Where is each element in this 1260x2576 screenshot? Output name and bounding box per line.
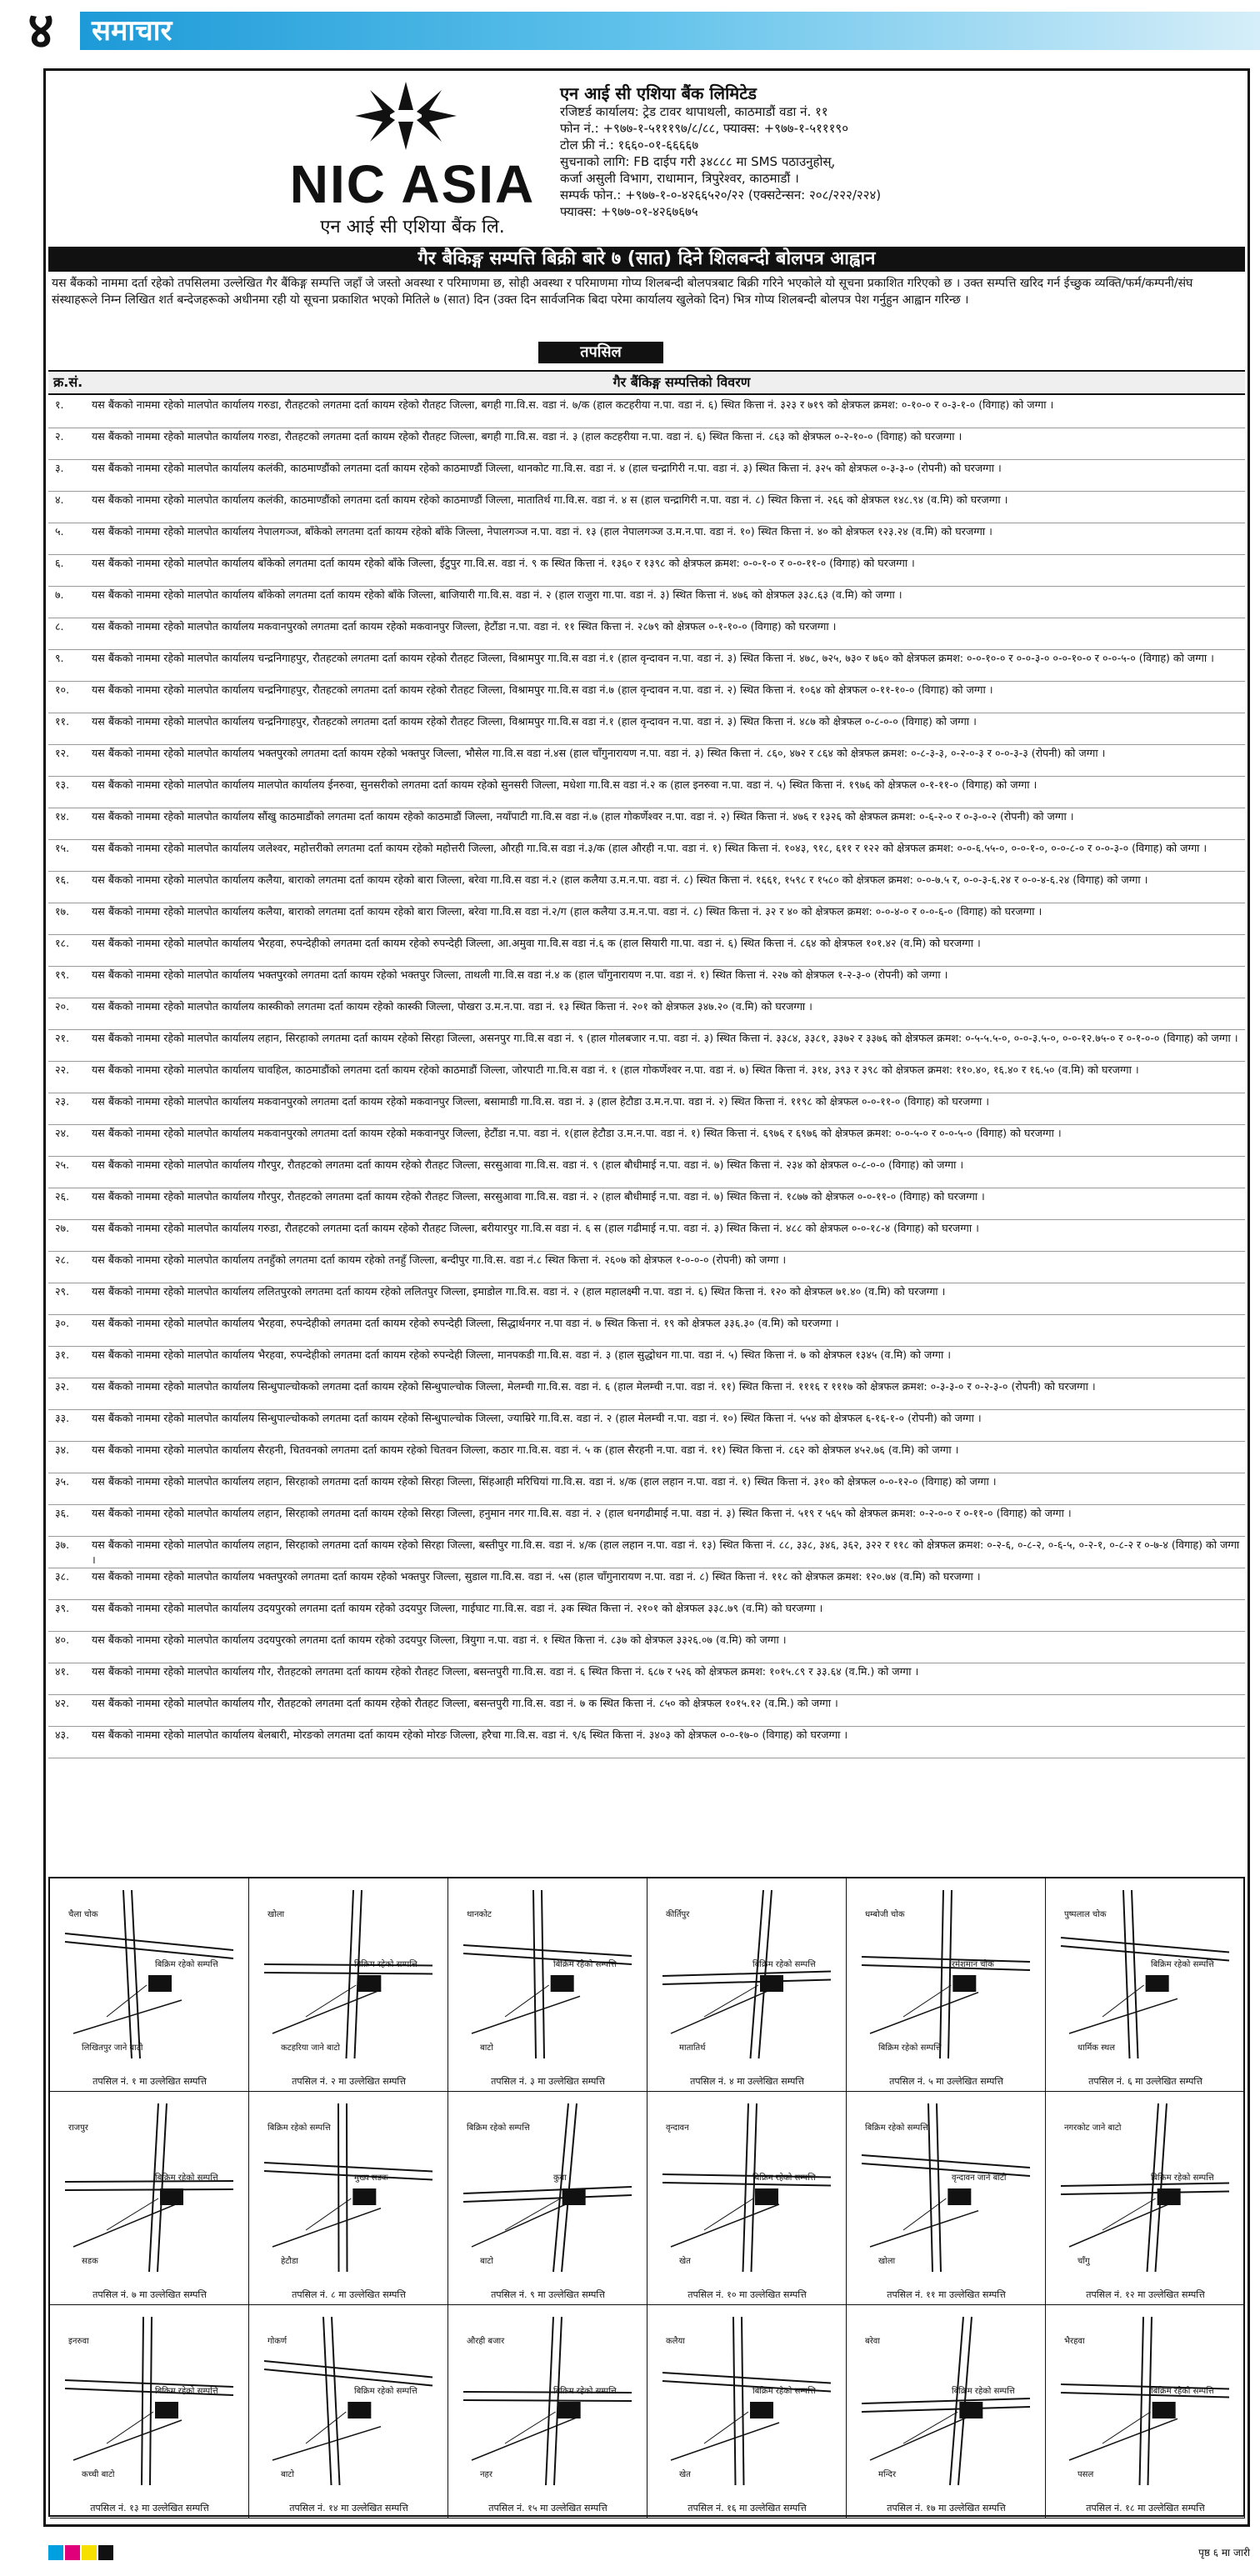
- row-serial: २०.: [55, 1000, 70, 1013]
- row-serial: ४.: [55, 493, 64, 506]
- row-serial: २९.: [55, 1285, 70, 1298]
- map-caption: तपसिल नं. १ मा उल्लेखित सम्पत्ति: [92, 2076, 207, 2087]
- row-serial: २८.: [55, 1253, 70, 1266]
- map-label: नगरकोट जाने बाटो: [1064, 2123, 1122, 2133]
- row-serial: ३७.: [55, 1538, 70, 1551]
- map-label: चैला चोक: [68, 1910, 98, 1919]
- map-label: कलैया: [666, 2337, 685, 2346]
- row-serial: ६.: [55, 557, 64, 569]
- row-serial: १९.: [55, 968, 70, 981]
- details-tag: तपसिल: [538, 342, 663, 363]
- section-bar: [80, 12, 1260, 50]
- contact-line: सम्पर्क फोन.: +९७७-१-०-४२६६५२०/२२ (एक्सटेन्सन: २०८/२२२/२२४): [560, 188, 882, 203]
- map-label: कच्ची बाटो: [82, 2470, 115, 2479]
- road-map-icon: [256, 2310, 441, 2493]
- location-map: [249, 1878, 448, 2092]
- row-serial: ३६.: [55, 1507, 70, 1519]
- property-row: [48, 1157, 1245, 1188]
- map-label: हेटौडा: [281, 2257, 298, 2266]
- map-caption: तपसिल नं. १५ मा उल्लेखित सम्पत्ति: [488, 2503, 608, 2513]
- map-label: बिक्रिम रहेको सम्पत्ति: [752, 2173, 816, 2183]
- map-label: बिक्रिम रहेको सम्पत्ति: [1151, 2173, 1214, 2183]
- road-map-icon: [853, 2310, 1038, 2493]
- page-number: ४: [28, 2, 54, 60]
- row-description: यस बैंकको नाममा रहेको मालपोत कार्यालय लहान, सिरहाको लगतमा दर्ता कायम रहेको सिरहा जिल्ला, हनुमान नगर गा.वि.स. वडा नं. २ (हाल धनगढीमाई न.पा. वडा नं. ३) स्थित कित्ता नं. ५१९ र ५६५ को क्षेत्रफल क्रमश: ०-२-०-० र ०-११-० (विगाह) को जग्गा ।: [92, 1507, 1072, 1519]
- row-description: यस बैंकको नाममा रहेको मालपोत कार्यालय कलंकी, काठमाण्डौंको लगतमा दर्ता कायम रहेको काठमाण्डौं जिल्ला, मातातिर्थ गा.वि.स. वडा नं. ४ स (हाल चन्द्रागिरी न.पा. वडा नं. ८) स्थित कित्ता नं. २६६ को क्षेत्रफल १४८.९४ (व.मि) को घरजग्गा ।: [92, 493, 1008, 506]
- location-map: [648, 1878, 847, 2092]
- row-serial: ३८.: [55, 1570, 70, 1583]
- map-label: बिक्रिम रहेको सम्पत्ति: [952, 2387, 1015, 2396]
- property-row: [48, 1252, 1245, 1283]
- contact-line: कर्जा असुली विभाग, राधामान, त्रिपुरेश्वर, काठमाडौं ।: [560, 171, 799, 186]
- row-serial: २२.: [55, 1063, 70, 1076]
- row-serial: ३.: [55, 462, 64, 474]
- map-label: बिक्रिम रहेको सम्पत्ति: [467, 2123, 530, 2133]
- contact-line: फोन नं.: +९७७-१-५१११९७/८/८८, फ्याक्स: +९७७-१-५१११९०: [560, 121, 848, 136]
- row-serial: ३२.: [55, 1380, 70, 1393]
- row-description: यस बैंकको नाममा रहेको मालपोत कार्यालय नेपालगञ्ज, बाँकेको लगतमा दर्ता कायम रहेको बाँके जिल्ला, नेपालगञ्ज न.पा. वडा नं. १३ (हाल नेपालगञ्ज उ.म.न.पा. वडा नं. १०) स्थित कित्ता नं. ४० को क्षेत्रफल १२३.२४ (व.मि) को घरजग्गा ।: [92, 525, 992, 538]
- row-description: यस बैंकको नाममा रहेको मालपोत कार्यालय बाँकेको लगतमा दर्ता कायम रहेको बाँके जिल्ला, ईटुपुर गा.वि.स. वडा नं. ९ क स्थित कित्ता नं. १३६० र १३९८ को क्षेत्रफल क्रमश: ०-०-१-० र ०-०-११-० (विगाह) को घरजग्गा ।: [92, 557, 915, 569]
- map-caption: तपसिल नं. ७ मा उल्लेखित सम्पत्ति: [92, 2289, 207, 2300]
- property-row: [48, 1283, 1245, 1315]
- row-description: यस बैंकको नाममा रहेको मालपोत कार्यालय भैरहवा, रुपन्देहीको लगतमा दर्ता कायम रहेको रुपन्देही जिल्ला, आ.अमुवा गा.वि.स वडा नं.६ क (हाल सियारी गा.पा. वडा नं. ६) स्थित कित्ता नं. ८६४ को क्षेत्रफल १०१.४२ (व.मि) को घरजग्गा ।: [92, 937, 981, 949]
- location-map: [50, 2305, 249, 2518]
- map-label: रमेशमान चोक: [952, 1960, 994, 1969]
- row-description: यस बैंकको नाममा रहेको मालपोत कार्यालय भक्तपुरको लगतमा दर्ता कायम रहेको भक्तपुर जिल्ला, ताथली गा.वि.स वडा नं.४ क (हाल चाँगुनारायण न.पा. वडा नं. १) स्थित कित्ता नं. २२७ को क्षेत्रफल १-२-३-० (रोपनी) को जग्गा ।: [92, 968, 948, 981]
- road-map-icon: [57, 1883, 242, 2067]
- map-label: बिक्रिम रहेको सम्पत्ति: [865, 2123, 928, 2133]
- row-description: यस बैंकको नाममा रहेको मालपोत कार्यालय मकवानपुरको लगतमा दर्ता कायम रहेको मकवानपुर जिल्ला, बसामाडी गा.वि.स. वडा नं. ३ (हाल हेटौडा उ.म.न.पा. वडा नं. २) स्थित कित्ता नं. ११९८ को क्षेत्रफल ०-०-११-० (विगाह) को घरजग्गा ।: [92, 1095, 990, 1108]
- row-serial: २४.: [55, 1127, 70, 1139]
- property-row: [48, 682, 1245, 713]
- column-description: गैर बैंकिङ्ग सम्पत्तिको विवरण: [612, 374, 751, 390]
- property-row: [48, 618, 1245, 650]
- property-row: [48, 935, 1245, 967]
- map-label: औरही बजार: [467, 2337, 505, 2346]
- map-label: गोकर्ण: [268, 2337, 288, 2346]
- map-label: बिक्रिम रहेको सम्पत्ति: [155, 2387, 218, 2396]
- row-serial: ७.: [55, 588, 64, 601]
- map-label: मन्दिर: [878, 2470, 897, 2479]
- map-caption: तपसिल नं. ६ मा उल्लेखित सम्पत्ति: [1088, 2076, 1202, 2087]
- row-description: यस बैंकको नाममा रहेको मालपोत कार्यालय उदयपुरको लगतमा दर्ता कायम रहेको उदयपुर जिल्ला, गाईघाट गा.वि.स. वडा नं. ३क स्थित कित्ता नं. २१०१ को क्षेत्रफल ३३८.७९ (व.मि) को घरजग्गा ।: [92, 1602, 823, 1614]
- row-description: यस बैंकको नाममा रहेको मालपोत कार्यालय सिन्धुपाल्चोकको लगतमा दर्ता कायम रहेको सिन्धुपाल्चोक जिल्ला, ज्याम्रिरे गा.वि.स. वडा नं. २ (हाल मेलम्ची न.पा. वडा नं. १०) स्थित कित्ता नं. ५५४ को क्षेत्रफल ६-१६-१-० (रोपनी) को जग्गा ।: [92, 1412, 982, 1424]
- map-label: मुख्य सडक: [354, 2173, 388, 2183]
- map-caption: तपसिल नं. ३ मा उल्लेखित सम्पत्ति: [491, 2076, 605, 2087]
- map-caption: तपसिल नं. १६ मा उल्लेखित सम्पत्ति: [688, 2503, 807, 2513]
- row-serial: १६.: [55, 873, 70, 886]
- row-serial: २६.: [55, 1190, 70, 1203]
- map-label: खेत: [679, 2257, 691, 2266]
- road-map-icon: [853, 1883, 1038, 2067]
- property-row: [48, 1632, 1245, 1663]
- road-map-icon: [455, 2097, 640, 2280]
- location-map: [249, 2092, 448, 2305]
- map-label: बिक्रिम रहेको सम्पत्ति: [752, 2387, 816, 2396]
- road-map-icon: [654, 1883, 839, 2067]
- map-label: चाँगु: [1078, 2257, 1090, 2266]
- property-row: [48, 1315, 1245, 1347]
- location-map: [847, 2092, 1046, 2305]
- row-serial: ३१.: [55, 1348, 70, 1361]
- row-description: यस बैंकको नाममा रहेको मालपोत कार्यालय कलैया, बाराको लगतमा दर्ता कायम रहेको बारा जिल्ला, बरेवा गा.वि.स वडा नं.२ (हाल कलैया उ.म.न.पा. वडा नं. ८) स्थित कित्ता नं. १६६१, १५९८ र १५८० को क्षेत्रफल क्रमश: ०-०-७.५ र, ०-०-३-६.२४ र ०-०-४-६.२४ (विगाह) को जग्गा ।: [92, 873, 1148, 886]
- row-serial: ४१.: [55, 1665, 70, 1678]
- contact-line: रजिष्टर्ड कार्यालय: ट्रेड टावर थापाथली, काठमाडौं वडा नं. ११: [560, 104, 828, 119]
- property-row: [48, 1727, 1245, 1758]
- row-serial: २१.: [55, 1032, 70, 1044]
- location-map: [50, 1878, 249, 2092]
- property-row: [48, 397, 1245, 428]
- map-label: बिक्रिम रहेको सम्पत्ति: [1151, 1960, 1214, 1969]
- map-label: बिक्रिम रहेको सम्पत्ति: [1151, 2387, 1214, 2396]
- road-map-icon: [1052, 2097, 1238, 2280]
- map-label: बिक्रिम रहेको सम्पत्ति: [354, 1960, 418, 1969]
- property-row: [48, 428, 1245, 460]
- map-label: मातातिर्थ: [679, 2043, 706, 2053]
- column-serial: क्र.सं.: [53, 374, 83, 390]
- row-serial: २७.: [55, 1222, 70, 1234]
- row-description: यस बैंकको नाममा रहेको मालपोत कार्यालय जलेश्वर, महोत्तरीको लगतमा दर्ता कायम रहेको महोत्तरी जिल्ला, औरही गा.वि.स वडा नं.३/क (हाल औरही न.पा. वडा नं. १) स्थित कित्ता नं. १०४३, ९१८, ६११ र १२२ को क्षेत्रफल क्रमश: ०-०-६.५५-०, ०-०-१-०, ०-०-८-० र ०-०-३-० (विगाह) को जग्गा ।: [92, 842, 1208, 854]
- property-row: [48, 1220, 1245, 1252]
- location-map: [50, 2092, 249, 2305]
- row-description: यस बैंकको नाममा रहेको मालपोत कार्यालय लहान, सिरहाको लगतमा दर्ता कायम रहेको सिरहा जिल्ला, सिंहआही मरिचियां गा.वि.स. वडा नं. ४/क (हाल लहान न.पा. वडा नं. १) स्थित कित्ता नं. ३१० को क्षेत्रफल ०-०-१२-० (विगाह) को जग्गा ।: [92, 1475, 997, 1488]
- property-row: [48, 998, 1245, 1030]
- location-map: [847, 1878, 1046, 2092]
- row-serial: ३५.: [55, 1475, 70, 1488]
- bank-name: एन आई सी एशिया बैंक लिमिटेड: [560, 83, 757, 103]
- row-description: यस बैंकको नाममा रहेको मालपोत कार्यालय गरुडा, रौतहटको लगतमा दर्ता कायम रहेको रौतहट जिल्ला, बरीयारपुर गा.वि.स वडा नं. ६ स (हाल गढीमाई न.पा. वडा नं. ३) स्थित कित्ता नं. ४८८ को क्षेत्रफल ०-०-१८-४ (विगाह) को घरजग्गा ।: [92, 1222, 979, 1234]
- row-description: यस बैंकको नाममा रहेको मालपोत कार्यालय कलंकी, काठमाण्डौंको लगतमा दर्ता कायम रहेको काठमाण्डौं जिल्ला, थानकोट गा.वि.स. वडा नं. ४ (हाल चन्द्रागिरी न.पा. वडा नं. ३) स्थित कित्ता नं. ३२५ को क्षेत्रफल ०-३-३-० (रोपनी) को घरजग्गा ।: [92, 462, 1002, 474]
- road-map-icon: [455, 1883, 640, 2067]
- row-serial: १५.: [55, 842, 70, 854]
- map-label: नहर: [480, 2470, 492, 2479]
- property-row: [48, 903, 1245, 935]
- row-serial: १०.: [55, 683, 70, 696]
- contact-line: सुचनाको लागि: FB दाईप गरी ३४८८८ मा SMS पठाउनुहोस्,: [560, 154, 836, 169]
- section-title: समाचार: [92, 14, 172, 48]
- property-row: [48, 650, 1245, 682]
- map-label: पसल: [1078, 2470, 1094, 2479]
- masthead: [0, 0, 1260, 63]
- map-label: बिक्रिम रहेको सम्पत्ति: [354, 2387, 418, 2396]
- map-label: कीर्तिपुर: [666, 1910, 690, 1919]
- notice-headline: गैर बैकिङ्ग सम्पत्ति बिक्री बारे ७ (सात) दिने शिलबन्दी बोलपत्र आह्वान: [48, 247, 1245, 272]
- map-label: राजपुर: [68, 2123, 88, 2133]
- map-caption: तपसिल नं. ११ मा उल्लेखित सम्पत्ति: [887, 2289, 1006, 2300]
- property-row: [48, 1378, 1245, 1410]
- property-row: [48, 1537, 1245, 1568]
- bank-logo: [275, 80, 550, 238]
- property-row: [48, 1030, 1245, 1062]
- map-label: बिक्रिम रहेको सम्पत्ति: [752, 1960, 816, 1969]
- map-label: भैरहवा: [1064, 2337, 1085, 2346]
- logo-wordmark: NIC ASIA: [289, 154, 536, 214]
- row-description: यस बैंकको नाममा रहेको मालपोत कार्यालय भैरहवा, रुपन्देहीको लगतमा दर्ता कायम रहेको रुपन्देही जिल्ला, मानपकडी गा.वि.स. वडा नं. ३ (हाल सुद्धोधन गा.पा. वडा नं. ५) स्थित कित्ता नं. ७ को क्षेत्रफल १३४५ (व.मि) को जग्गा ।: [92, 1348, 952, 1361]
- row-description: यस बैंकको नाममा रहेको मालपोत कार्यालय ललितपुरको लगतमा दर्ता कायम रहेको ललितपुर जिल्ला, इमाडोल गा.वि.स. वडा नं. २ (हाल महालक्ष्मी न.पा. वडा नं. ६) स्थित कित्ता नं. १२० को क्षेत्रफल ७१.४० (व.मि) को घरजग्गा ।: [92, 1285, 946, 1298]
- map-label: इनरुवा: [68, 2337, 89, 2346]
- property-row: [48, 967, 1245, 998]
- property-row: [48, 523, 1245, 555]
- map-label: बाटो: [480, 2257, 493, 2266]
- row-description: यस बैंकको नाममा रहेको मालपोत कार्यालय लहान, सिरहाको लगतमा दर्ता कायम रहेको सिरहा जिल्ला, बस्तीपुर गा.वि.स. वडा नं. ४/क (हाल लहान न.पा. वडा नं. १३) स्थित कित्ता नं. ८८, ३३८, ३४६, ३६२, ३२२ र ११८ को क्षेत्रफल क्रमश: ०-२-६, ०-८-२, ०-६-५, ०-२-१, ०-८-२ र ०-७-४ (विगाह) को जग्गा ।: [92, 1538, 1240, 1566]
- row-description: यस बैंकको नाममा रहेको मालपोत कार्यालय मालपोत कार्यालय ईनरुवा, सुनसरीको लगतमा दर्ता कायम रहेको सुनसरी जिल्ला, मधेशा गा.वि.स वडा नं.२ क (हाल इनरुवा न.पा. वडा नं. ५) स्थित कित्ता नं. १९७६ को क्षेत्रफल ०-१-११-० (विगाह) को जग्गा ।: [92, 778, 1038, 791]
- row-serial: ३०.: [55, 1317, 70, 1329]
- map-caption: तपसिल नं. १२ मा उल्लेखित सम्पत्ति: [1086, 2289, 1205, 2300]
- property-row: [48, 1125, 1245, 1157]
- table-header: [48, 370, 1245, 395]
- property-list: [48, 397, 1245, 1758]
- location-map: [448, 2305, 648, 2518]
- row-serial: १.: [55, 398, 64, 411]
- star-logo-icon: [352, 80, 460, 152]
- road-map-icon: [256, 2097, 441, 2280]
- bank-contact: [560, 83, 1060, 220]
- property-row: [48, 587, 1245, 618]
- row-description: यस बैंकको नाममा रहेको मालपोत कार्यालय बाँकेको लगतमा दर्ता कायम रहेको बाँके जिल्ला, बाजियारी गा.वि.स. वडा नं. २ (हाल राजुरा गा.पा. वडा नं. ३) स्थित कित्ता नं. ४७६ को क्षेत्रफल ३३८.६३ (व.मि) को जग्गा ।: [92, 588, 902, 601]
- map-caption: तपसिल नं. ४ मा उल्लेखित सम्पत्ति: [690, 2076, 804, 2087]
- map-label: कटहरिया जाने बाटो: [281, 2043, 340, 2053]
- row-description: यस बैंकको नाममा रहेको मालपोत कार्यालय मकवानपुरको लगतमा दर्ता कायम रहेको मकवानपुर जिल्ला, हेटौंडा न.पा. वडा नं. ११ स्थित कित्ता नं. २८७९ को क्षेत्रफल ०-१-१०-० (विगाह) को घरजग्गा ।: [92, 620, 837, 633]
- continued-note: पृष्ठ ६ मा जारी: [1198, 2547, 1250, 2558]
- row-serial: २५.: [55, 1158, 70, 1171]
- map-caption: तपसिल नं. १४ मा उल्लेखित सम्पत्ति: [289, 2503, 408, 2513]
- row-serial: ४०.: [55, 1633, 70, 1646]
- row-description: यस बैंकको नाममा रहेको मालपोत कार्यालय मकवानपुरको लगतमा दर्ता कायम रहेको मकवानपुर जिल्ला, हेटौंडा न.पा. वडा नं. १(हाल हेटौडा उ.म.न.पा. वडा नं. १) स्थित कित्ता नं. ६९७६ र ६९७६ को क्षेत्रफल क्रमश: ०-०-५-० र ०-०-५-० (विगाह) को घरजग्गा ।: [92, 1127, 1062, 1139]
- map-caption: तपसिल नं. १० मा उल्लेखित सम्पत्ति: [688, 2289, 807, 2300]
- row-serial: ११.: [55, 715, 70, 728]
- row-serial: ५.: [55, 525, 64, 538]
- location-map: [648, 2092, 847, 2305]
- property-row: [48, 1062, 1245, 1093]
- property-row: [48, 1505, 1245, 1537]
- map-label: वृन्दावन: [666, 2123, 689, 2133]
- property-row: [48, 555, 1245, 587]
- contact-line: फ्याक्स: +९७७-०१-४२६७६७५: [560, 204, 698, 219]
- row-description: यस बैंकको नाममा रहेको मालपोत कार्यालय सैरहनी, चितवनको लगतमा दर्ता कायम रहेको चितवन जिल्ला, कठार गा.वि.स. वडा नं. ५ क (हाल सैरहनी न.पा. वडा नं. ११) स्थित कित्ता नं. ८६२ को क्षेत्रफल ४५२.७६ (व.मि) को जग्गा ।: [92, 1443, 959, 1456]
- property-row: [48, 713, 1245, 745]
- contact-line: टोल फ्री नं.: १६६०-०१-६६६६७: [560, 138, 699, 153]
- row-serial: ९.: [55, 652, 64, 664]
- property-row: [48, 1568, 1245, 1600]
- location-map: [1046, 1878, 1245, 2092]
- map-label: बिक्रिम रहेको सम्पत्ति: [268, 2123, 331, 2133]
- property-row: [48, 460, 1245, 492]
- map-label: बिक्रिम रहेको सम्पत्ति: [155, 2173, 218, 2183]
- row-description: यस बैंकको नाममा रहेको मालपोत कार्यालय कलैया, बाराको लगतमा दर्ता कायम रहेको बारा जिल्ला, बरेवा गा.वि.स वडा नं.२/ग (हाल कलैया उ.म.न.पा. वडा नं. ८) स्थित कित्ता नं. ३२ र ४० को क्षेत्रफल क्रमश: ०-०-४-० र ०-०-६-० (विगाह) को घरजग्गा ।: [92, 905, 1042, 918]
- row-description: यस बैंकको नाममा रहेको मालपोत कार्यालय बेलबारी, मोरङको लगतमा दर्ता कायम रहेको मोरङ जिल्ला, हरैचा गा.वि.स. वडा नं. ९/६ स्थित कित्ता नं. ३४०३ को क्षेत्रफल ०-०-१७-० (विगाह) को घरजग्गा ।: [92, 1728, 848, 1741]
- map-label: बाटो: [480, 2043, 493, 2053]
- map-label: लिखितपुर जाने बाटो: [82, 2043, 143, 2053]
- map-label: बरेवा: [865, 2337, 880, 2346]
- map-label: कुवा: [553, 2173, 567, 2183]
- property-row: [48, 745, 1245, 777]
- row-description: यस बैंकको नाममा रहेको मालपोत कार्यालय गौर, रौतहटको लगतमा दर्ता कायम रहेको रौतहट जिल्ला, बसन्तपुरी गा.वि.स. वडा नं. ७ क स्थित कित्ता नं. ८५० को क्षेत्रफल १०१५.१२ (व.मि.) को जग्गा ।: [92, 1697, 838, 1709]
- road-map-icon: [1052, 2310, 1238, 2493]
- logo-subtitle: एन आई सी एशिया बैंक लि.: [320, 217, 505, 238]
- row-description: यस बैंकको नाममा रहेको मालपोत कार्यालय कास्कीको लगतमा दर्ता कायम रहेको कास्की जिल्ला, पोखरा उ.म.न.पा. वडा नं. १३ स्थित कित्ता नं. २०१ को क्षेत्रफल ३४७.२० (व.मि) को घरजग्गा ।: [92, 1000, 812, 1013]
- location-map: [249, 2305, 448, 2518]
- property-row: [48, 1663, 1245, 1695]
- map-label: बिक्रिम रहेको सम्पत्ति: [155, 1960, 218, 1969]
- road-map-icon: [57, 2310, 242, 2493]
- row-serial: १२.: [55, 747, 70, 759]
- row-description: यस बैंकको नाममा रहेको मालपोत कार्यालय भैरहवा, रुपन्देहीको लगतमा दर्ता कायम रहेको रुपन्देही जिल्ला, सिद्धार्थनगर न.पा वडा नं. ७ स्थित कित्ता नं. १९ को क्षेत्रफल ३३६.३० (व.मि) को घरजग्गा ।: [92, 1317, 839, 1329]
- location-map: [1046, 2092, 1245, 2305]
- property-row: [48, 1695, 1245, 1727]
- notice-intro: यस बैंकको नाममा दर्ता रहेको तपसिलमा उल्लेखित गैर बैंकिङ्ग सम्पत्ति जहाँ जे जस्तो अवस्था र परिमाणमा छ, सोही अवस्था र परिमाणमा गोप्य शिलबन्दी बोलपत्रबाट बिक्री गरिने भएकोले यो सूचना प्रकाशित गरिएको छ । उक्त सम्पत्ति खरिद गर्न ईच्छुक व्यक्ति/फर्म/कम्पनी/संघ संस्थाहरूले निम्न लिखित शर्त बन्देजहरूको अधीनमा रही यो सूचना प्रकाशित भएको मितिले ७ (सात) दिन (उक्त दिन सार्वजनिक बिदा परेमा कार्यालय खुलेको दिन) भित्र गोप्य शिलबन्दी बोलपत्र पेश गर्नुहुन आह्वान गरिन्छ ।: [52, 277, 1193, 307]
- map-label: खेत: [679, 2470, 691, 2479]
- row-description: यस बैंकको नाममा रहेको मालपोत कार्यालय चन्द्रनिगाहपुर, रौतहटको लगतमा दर्ता कायम रहेको रौतहट जिल्ला, विश्रामपुर गा.वि.स वडा नं.७ (हाल वृन्दावन न.पा. वडा नं. २) स्थित कित्ता नं. १०६४ को क्षेत्रफल ०-११-१०-० (विगाह) को जग्गा ।: [92, 683, 993, 696]
- map-caption: तपसिल नं. ५ मा उल्लेखित सम्पत्ति: [889, 2076, 1003, 2087]
- row-serial: २३.: [55, 1095, 70, 1108]
- map-label: बाटो: [281, 2470, 294, 2479]
- property-row: [48, 1442, 1245, 1473]
- road-map-icon: [654, 2310, 839, 2493]
- row-description: यस बैंकको नाममा रहेको मालपोत कार्यालय गौरपुर, रौतहटको लगतमा दर्ता कायम रहेको रौतहट जिल्ला, सरसुआवा गा.वि.स. वडा नं. ९ (हाल बौधीमाई न.पा. वडा नं. ७) स्थित कित्ता नं. २३४ को क्षेत्रफल ०-८-०-० (विगाह) को जग्गा ।: [92, 1158, 964, 1171]
- road-map-icon: [256, 1883, 441, 2067]
- map-label: बिक्रिम रहेको सम्पत्ति: [878, 2043, 942, 2053]
- row-description: यस बैंकको नाममा रहेको मालपोत कार्यालय भक्तपुरको लगतमा दर्ता कायम रहेको भक्तपुर जिल्ला, सुडाल गा.वि.स. वडा नं. ५स (हाल चाँगुनारायण न.पा. वडा नं. ८) स्थित कित्ता नं. ११८ को क्षेत्रफल क्रमश: १२०.७४ (व.मि) को घरजग्गा ।: [92, 1570, 981, 1583]
- property-row: [48, 492, 1245, 523]
- road-map-icon: [1052, 1883, 1238, 2067]
- row-description: यस बैंकको नाममा रहेको मालपोत कार्यालय सौंखु काठमाडौंको लगतमा दर्ता कायम रहेको काठमाडौं जिल्ला, नयाँपाटी गा.वि.स वडा नं.७ (हाल गोकर्णेश्वर न.पा. वडा नं. २) स्थित कित्ता नं. ४७६ र १३२६ को क्षेत्रफल क्रमश: ०-६-२-० र ०-३-०-२ (रोपनी) को जग्गा ।: [92, 810, 1074, 823]
- row-description: यस बैंकको नाममा रहेको मालपोत कार्यालय चन्द्रनिगाहपुर, रौतहटको लगतमा दर्ता कायम रहेको रौतहट जिल्ला, विश्रामपुर गा.वि.स वडा नं.१ (हाल वृन्दावन न.पा. वडा नं. ३) स्थित कित्ता नं. ४८७ को क्षेत्रफल ०-८-०-० (विगाह) को जग्गा ।: [92, 715, 977, 728]
- map-label: धम्बोजी चोक: [865, 1910, 905, 1919]
- location-map-grid: [48, 1877, 1245, 2517]
- road-map-icon: [57, 2097, 242, 2280]
- row-description: यस बैंकको नाममा रहेको मालपोत कार्यालय गरुडा, रौतहटको लगतमा दर्ता कायम रहेको रौतहट जिल्ला, बगही गा.वि.स. वडा नं. ३ (हाल कटहरीया न.पा. वडा नं. ६) स्थित कित्ता नं. ८६३ को क्षेत्रफल ०-२-१०-० (विगाह) को घरजग्गा ।: [92, 430, 962, 443]
- road-map-icon: [853, 2097, 1038, 2280]
- map-caption: तपसिल नं. ८ मा उल्लेखित सम्पत्ति: [292, 2289, 406, 2300]
- row-description: यस बैंकको नाममा रहेको मालपोत कार्यालय चन्द्रनिगाहपुर, रौतहटको लगतमा दर्ता कायम रहेको रौतहट जिल्ला, विश्रामपुर गा.वि.स वडा नं.१ (हाल वृन्दावन न.पा. वडा नं. ३) स्थित कित्ता नं. ४७८, ७२५, ७३० र ७६० को क्षेत्रफल क्रमश: ०-०-१०-० र ०-०-३-० ०-०-१०-० र ०-०-५-० (विगाह) को जग्गा ।: [92, 652, 1214, 664]
- row-description: यस बैंकको नाममा रहेको मालपोत कार्यालय उदयपुरको लगतमा दर्ता कायम रहेको उदयपुर जिल्ला, त्रियुगा न.पा. वडा नं. १ स्थित कित्ता नं. ८३७ को क्षेत्रफल ३३२६.०७ (व.मि) को जग्गा ।: [92, 1633, 787, 1646]
- row-serial: १८.: [55, 937, 70, 949]
- location-map: [1046, 2305, 1245, 2518]
- row-serial: २.: [55, 430, 64, 443]
- row-serial: ३९.: [55, 1602, 70, 1614]
- map-label: सडक: [82, 2257, 98, 2266]
- property-row: [48, 1347, 1245, 1378]
- row-serial: १७.: [55, 905, 70, 918]
- cmyk-color-bar-icon: [48, 2543, 115, 2562]
- row-description: यस बैंकको नाममा रहेको मालपोत कार्यालय गौरपुर, रौतहटको लगतमा दर्ता कायम रहेको रौतहट जिल्ला, सरसुआवा गा.वि.स. वडा नं. २ (हाल बौधीमाई न.पा. वडा नं. ७) स्थित कित्ता नं. १८७७ को क्षेत्रफल ०-०-११-० (विगाह) को घरजग्गा ।: [92, 1190, 985, 1203]
- row-serial: ८.: [55, 620, 64, 633]
- row-description: यस बैंकको नाममा रहेको मालपोत कार्यालय लहान, सिरहाको लगतमा दर्ता कायम रहेको सिरहा जिल्ला, असनपुर गा.वि.स वडा नं. ९ (हाल गोलबजार न.पा. वडा नं. ३) स्थित कित्ता नं. ३३८४, ३३८१, ३३७२ र ३३७६ को क्षेत्रफल क्रमश: ०-५-५.५-०, ०-०-३.५-०, ०-०-१२.७५-० र ०-१-०-० (विगाह) को जग्गा ।: [92, 1032, 1238, 1044]
- map-caption: तपसिल नं. २ मा उल्लेखित सम्पत्ति: [292, 2076, 406, 2087]
- row-description: यस बैंकको नाममा रहेको मालपोत कार्यालय गौर, रौतहटको लगतमा दर्ता कायम रहेको रौतहट जिल्ला, बसन्तपुरी गा.वि.स. वडा नं. ६ स्थित कित्ता नं. ६८७ र ५२६ को क्षेत्रफल क्रमश: १०१५.८९ र ३३.६४ (व.मि.) को जग्गा ।: [92, 1665, 919, 1678]
- map-label: वृन्दावन जाने बाटो: [952, 2173, 1007, 2183]
- row-description: यस बैंकको नाममा रहेको मालपोत कार्यालय तनहुँको लगतमा दर्ता कायम रहेको तनहुँ जिल्ला, बन्दीपुर गा.वि.स. वडा नं.८ स्थित कित्ता नं. २६०७ को क्षेत्रफल १-०-०-० (रोपनी) को जग्गा ।: [92, 1253, 787, 1266]
- row-serial: ३३.: [55, 1412, 70, 1424]
- property-row: [48, 777, 1245, 808]
- map-caption: तपसिल नं. १३ मा उल्लेखित सम्पत्ति: [90, 2503, 209, 2513]
- road-map-icon: [654, 2097, 839, 2280]
- location-map: [847, 2305, 1046, 2518]
- row-serial: ४३.: [55, 1728, 70, 1741]
- map-caption: तपसिल नं. ९ मा उल्लेखित सम्पत्ति: [491, 2289, 605, 2300]
- map-label: पुष्पलाल चोक: [1064, 1910, 1107, 1919]
- property-row: [48, 808, 1245, 840]
- row-description: यस बैंकको नाममा रहेको मालपोत कार्यालय गरुडा, रौतहटको लगतमा दर्ता कायम रहेको रौतहट जिल्ला, बगही गा.वि.स. वडा नं. ७/क (हाल कटहरीया न.पा. वडा नं. ६) स्थित कित्ता नं. ३२३ र ७१९ को क्षेत्रफल क्रमश: ०-१०-० र ०-३-१-० (विगाह) को जग्गा ।: [92, 398, 1054, 411]
- map-label: बिक्रिम रहेको सम्पत्ति: [553, 2387, 617, 2396]
- property-row: [48, 1410, 1245, 1442]
- property-row: [48, 872, 1245, 903]
- location-map: [448, 2092, 648, 2305]
- row-serial: ४२.: [55, 1697, 70, 1709]
- map-label: धार्मिक स्थल: [1078, 2043, 1116, 2053]
- map-caption: तपसिल नं. १८ मा उल्लेखित सम्पत्ति: [1086, 2503, 1205, 2513]
- row-serial: १४.: [55, 810, 70, 823]
- map-caption: तपसिल नं. १७ मा उल्लेखित सम्पत्ति: [887, 2503, 1006, 2513]
- property-row: [48, 840, 1245, 872]
- map-label: बिक्रिम रहेको सम्पत्ति: [553, 1960, 617, 1969]
- location-map: [648, 2305, 847, 2518]
- property-row: [48, 1093, 1245, 1125]
- row-description: यस बैंकको नाममा रहेको मालपोत कार्यालय भक्तपुरको लगतमा दर्ता कायम रहेको भक्तपुर जिल्ला, भौसेल गा.वि.स वडा नं.४स (हाल चाँगुनारायण न.पा. वडा नं. ३) स्थित कित्ता नं. ८६०, ४७२ र ८६४ को क्षेत्रफल क्रमश: ०-८-३-३, ०-२-०-३ र ०-०-३-३ (रोपनी) को जग्गा ।: [92, 747, 1106, 759]
- map-label: खोला: [268, 1910, 285, 1919]
- property-row: [48, 1473, 1245, 1505]
- row-serial: १३.: [55, 778, 70, 791]
- property-row: [48, 1188, 1245, 1220]
- row-description: यस बैंकको नाममा रहेको मालपोत कार्यालय सिन्धुपाल्चोकको लगतमा दर्ता कायम रहेको सिन्धुपाल्चोक जिल्ला, मेलम्ची गा.वि.स. वडा नं. ६ (हाल मेलम्ची न.पा. वडा नं. ११) स्थित कित्ता नं. १११६ र १११७ को क्षेत्रफल क्रमश: ०-३-३-० र ०-२-३-० (रोपनी) को घरजग्गा ।: [92, 1380, 1096, 1393]
- property-row: [48, 1600, 1245, 1632]
- map-label: थानकोट: [467, 1910, 492, 1919]
- row-description: यस बैंकको नाममा रहेको मालपोत कार्यालय चावहिल, काठमाडौंको लगतमा दर्ता कायम रहेको काठमाडौं जिल्ला, जोरपाटी गा.वि.स वडा नं. १ (हाल गोकर्णेश्वर न.पा. वडा नं. ७) स्थित कित्ता नं. ३१४, ३९३ र ३९८ को क्षेत्रफल क्रमश: ११०.४०, १६.४० र १६.५० (व.मि) को घरजग्गा ।: [92, 1063, 1139, 1076]
- location-map: [448, 1878, 648, 2092]
- row-serial: ३४.: [55, 1443, 70, 1456]
- map-label: खोला: [878, 2257, 896, 2266]
- road-map-icon: [455, 2310, 640, 2493]
